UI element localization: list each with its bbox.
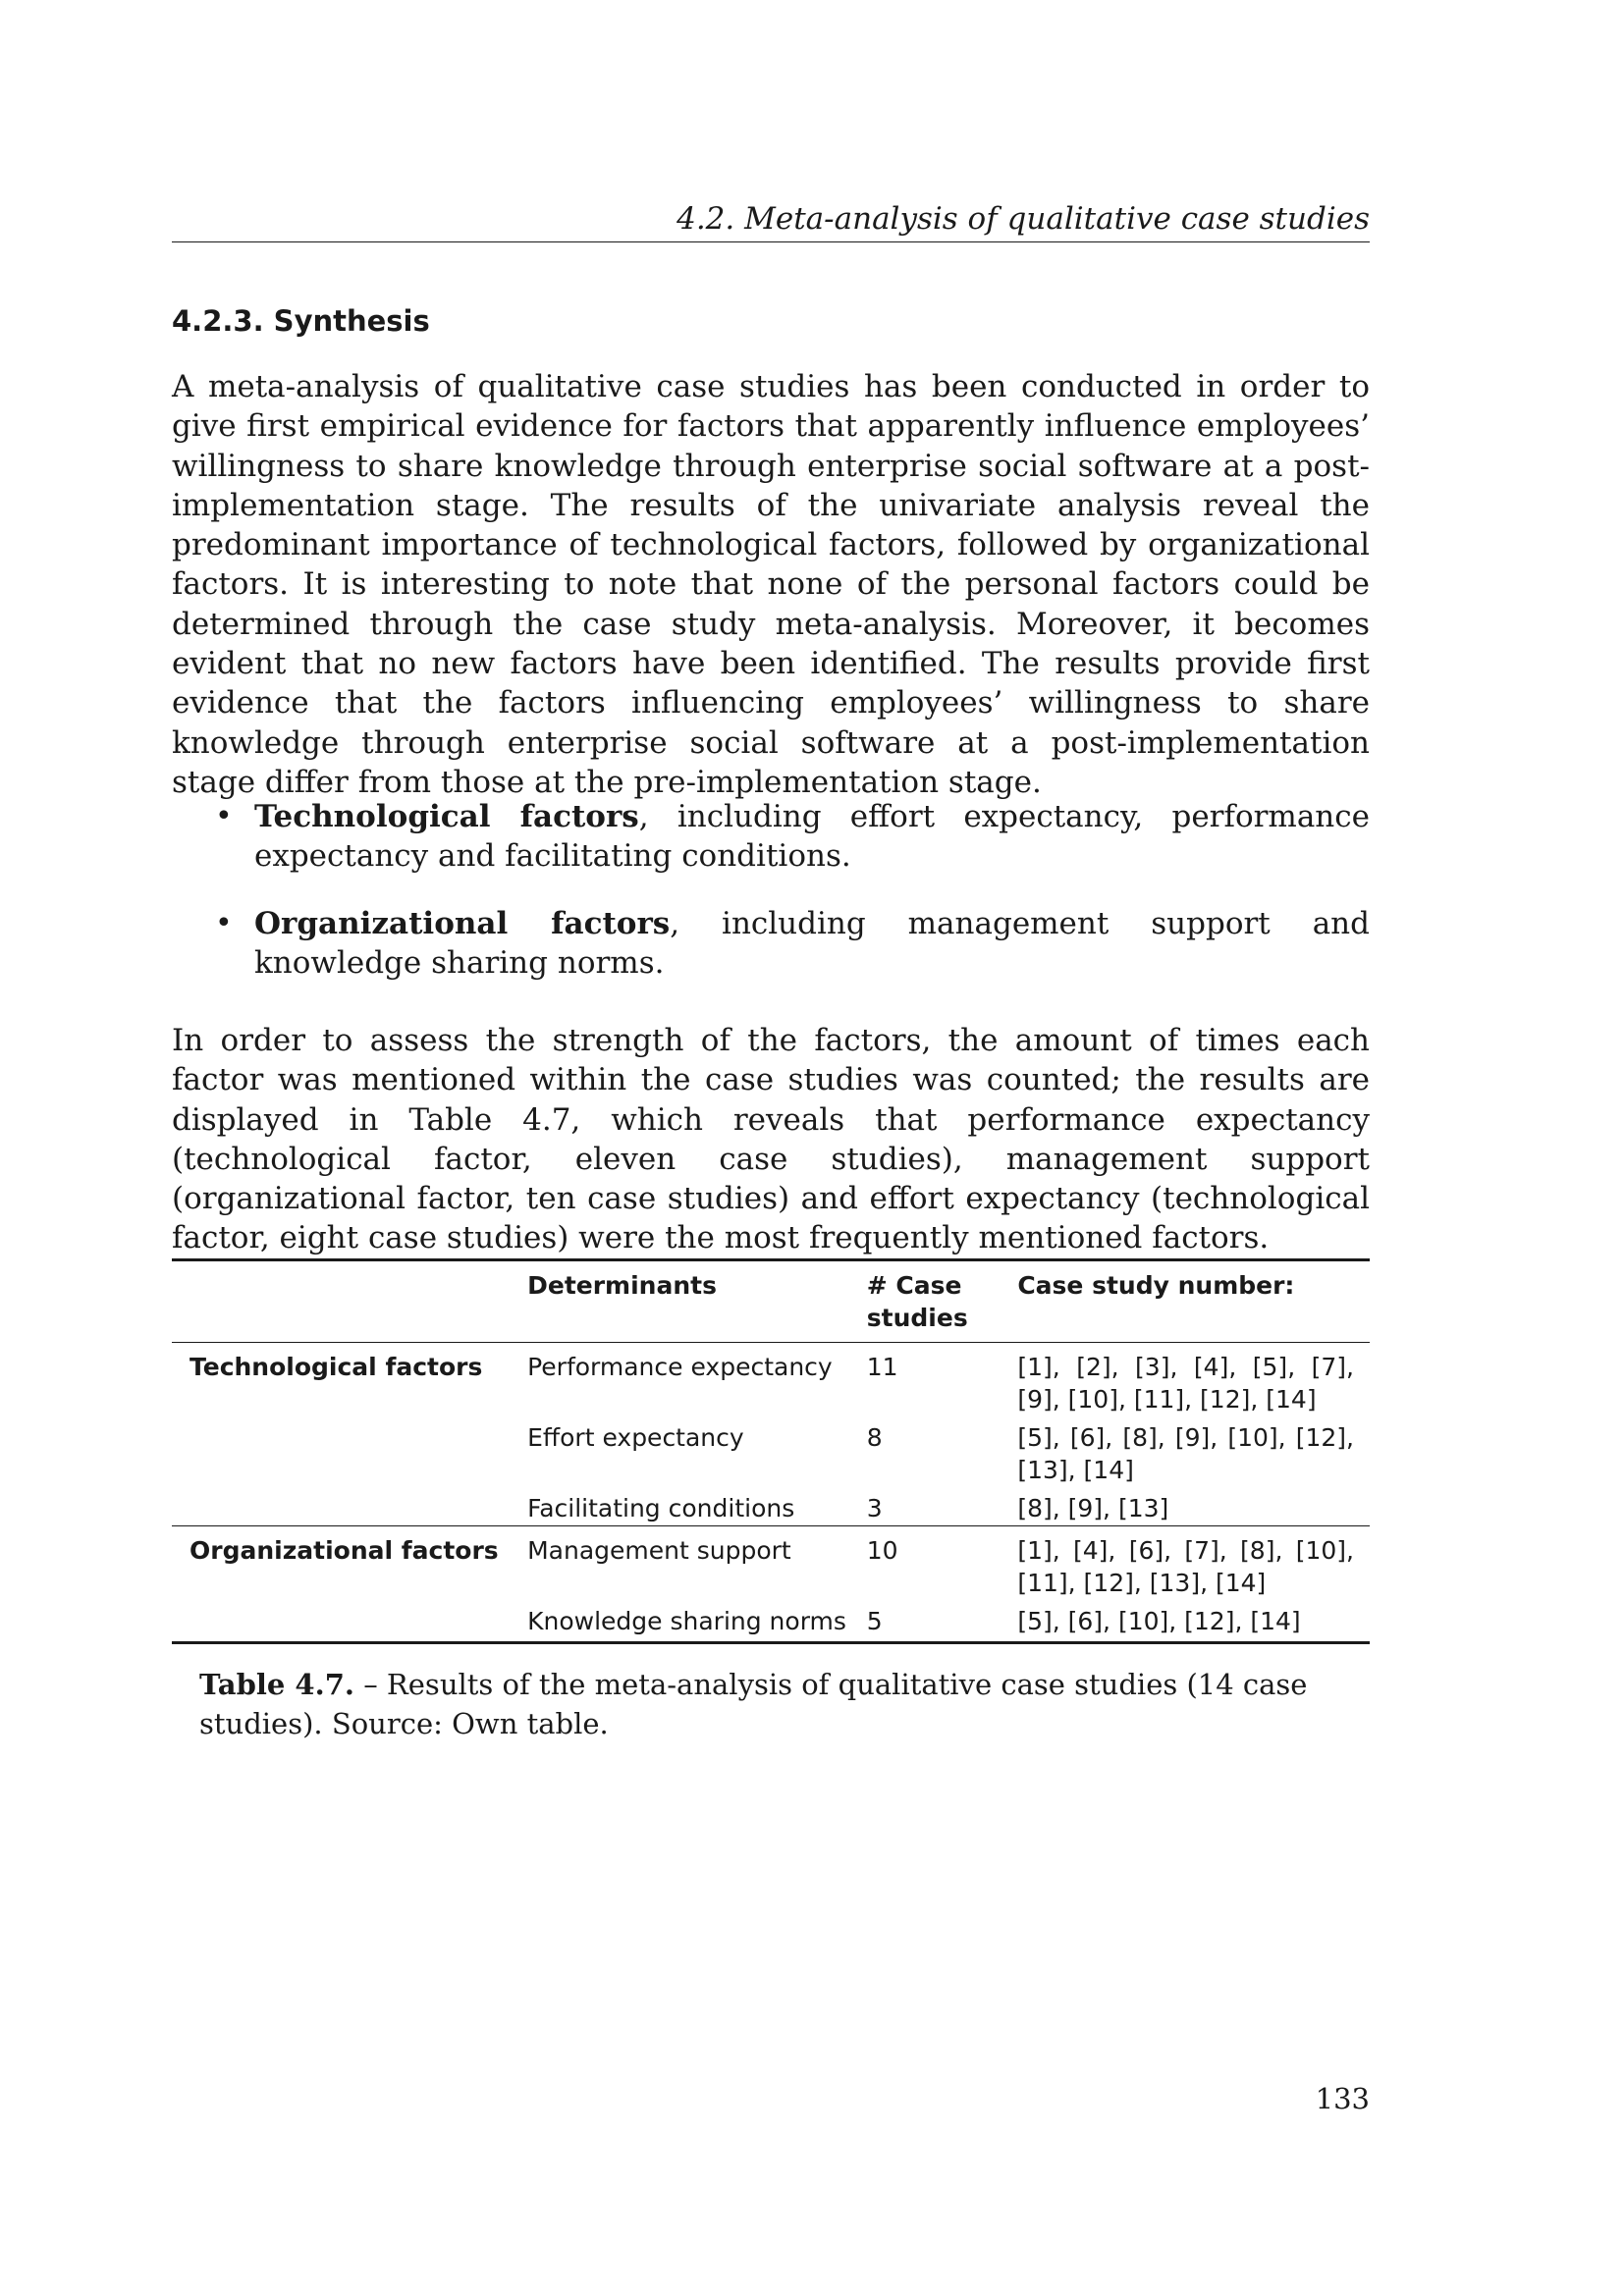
table-row xyxy=(172,1487,1370,1526)
determinant-cell: Performance expectancy xyxy=(527,1353,833,1381)
bullet-term: Organizational factors xyxy=(254,905,671,941)
header-group xyxy=(172,1260,527,1343)
section-title: 4.2.3. Synthesis xyxy=(172,304,430,338)
group-label-organizational: Organizational factors xyxy=(189,1536,499,1565)
table-caption xyxy=(199,1665,1358,1743)
cases-cell: [1], [2], [3], [4], [5], [7], [9], [10], [11], [12], [14] xyxy=(1017,1353,1354,1414)
body-paragraph-2: In order to assess the strength of the factors, the amount of times each factor was mentioned within the case studies was counted; the results are displayed in Table 4.7, which reveals that performance expectancy (technological factor, eleven case studies), management support (organizational factor, ten case studies) and effort expectancy (technological factor, eight case studies) were the most frequently mentioned factors. xyxy=(172,1023,1370,1256)
caption-text: – Results of the meta-analysis of qualitative case studies (14 case studies). Source: Own table. xyxy=(199,1668,1308,1740)
running-header: 4.2. Meta-analysis of qualitative case studies xyxy=(172,196,1370,242)
header-case-numbers: Case study number: xyxy=(1017,1271,1295,1300)
bullet-icon: • xyxy=(215,799,233,833)
count-cell: 10 xyxy=(866,1536,898,1565)
bullet-text: , including management support and knowledge sharing norms. xyxy=(254,905,1370,981)
group-label-technological: Technological factors xyxy=(189,1353,483,1381)
count-cell: 5 xyxy=(866,1607,883,1635)
cases-cell: [5], [6], [8], [9], [10], [12], [13], [14] xyxy=(1017,1423,1354,1484)
count-cell: 11 xyxy=(866,1353,898,1381)
count-cell: 8 xyxy=(866,1423,883,1452)
cases-cell: [1], [4], [6], [7], [8], [10], [11], [12], [13], [14] xyxy=(1017,1536,1354,1597)
page-number: 133 xyxy=(1315,2082,1370,2115)
cases-cell: [8], [9], [13] xyxy=(1017,1494,1169,1522)
table-row xyxy=(172,1600,1370,1643)
table-header-row xyxy=(172,1260,1370,1343)
count-cell: 3 xyxy=(866,1494,883,1522)
bullet-item-technological xyxy=(172,797,1370,877)
determinant-cell: Knowledge sharing norms xyxy=(527,1607,846,1635)
table-row xyxy=(172,1416,1370,1487)
header-num-cases: # Case studies xyxy=(866,1271,968,1332)
caption-label: Table 4.7. xyxy=(199,1668,354,1701)
table-row xyxy=(172,1343,1370,1417)
bullet-term: Technological factors xyxy=(254,799,639,834)
page xyxy=(172,0,1370,2296)
factor-bullet-list xyxy=(172,797,1370,1010)
bullet-text: , including effort expectancy, performance expectancy and facilitating conditions. xyxy=(254,799,1370,875)
cases-cell: [5], [6], [10], [12], [14] xyxy=(1017,1607,1301,1635)
results-table xyxy=(172,1258,1370,1644)
header-determinants: Determinants xyxy=(527,1271,717,1300)
table-row xyxy=(172,1526,1370,1601)
bullet-item-organizational xyxy=(172,904,1370,984)
bullet-icon: • xyxy=(215,905,233,940)
determinant-cell: Facilitating conditions xyxy=(527,1494,795,1522)
determinant-cell: Management support xyxy=(527,1536,791,1565)
determinant-cell: Effort expectancy xyxy=(527,1423,744,1452)
body-paragraph-1: A meta-analysis of qualitative case studies has been conducted in order to give first empirical evidence for factors that apparently influence employees’ willingness to share knowledge through enterprise social software at a post-implementation stage. The results of the univariate analysis reveal the predominant importance of technological factors, followed by organizational factors. It is interesting to note that none of the personal factors could be determined through the case study meta-analysis. Moreover, it becomes evident that no new factors have been identified. The results provide first evidence that the factors influencing employees’ willingness to share knowledge through enterprise social software at a post-implementation stage differ from those at the pre-implementation stage. xyxy=(172,369,1370,800)
